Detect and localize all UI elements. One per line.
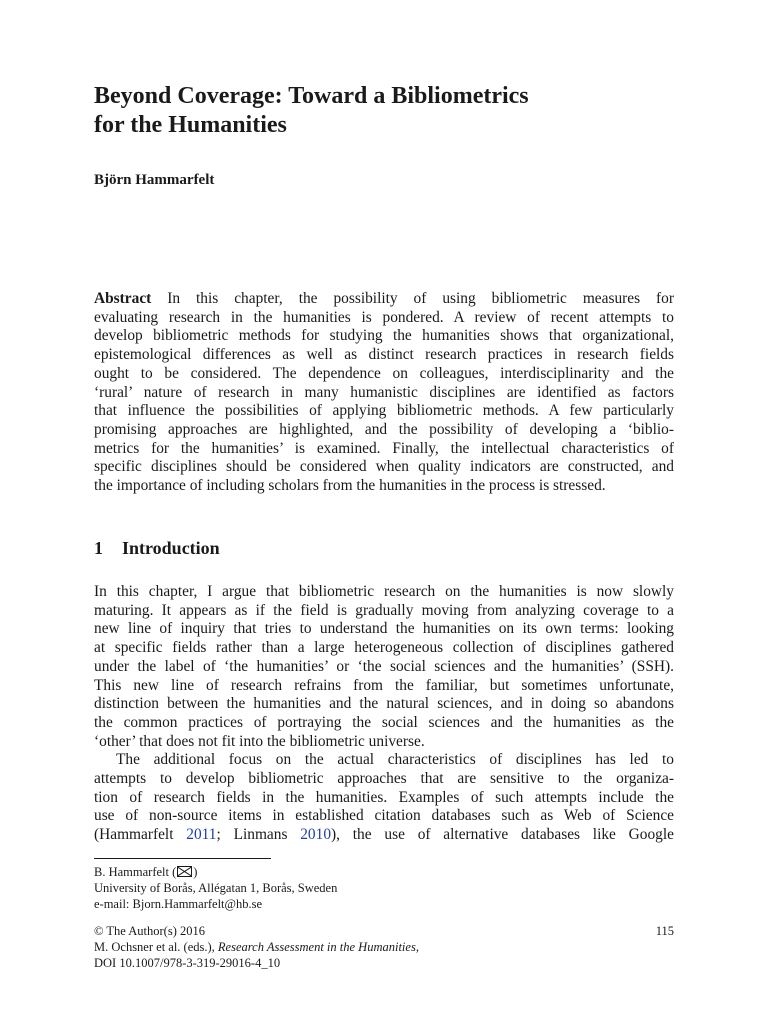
- book-citation: M. Ochsner et al. (eds.), Research Assessment in the Humanities,: [94, 940, 419, 954]
- abstract-line: promising approaches are highlighted, and the possibility of developing a ‘biblio-: [94, 420, 674, 438]
- section-number: 1: [94, 538, 103, 558]
- body-line: at specific fields rather than a large heterogeneous collection of disciplines gathered: [94, 639, 674, 657]
- section-title: Introduction: [122, 538, 220, 558]
- footnote-author: B. Hammarfelt ( ): [94, 865, 198, 879]
- abstract-line: specific disciplines should be considered when quality indicators are constructed, and: [94, 458, 674, 476]
- page-number: 115: [655, 924, 674, 938]
- abstract-line: that influence the possibilities of applying bibliometric methods. A few particularly: [94, 402, 674, 420]
- introduction-body: [94, 583, 674, 845]
- copyright-line: © The Author(s) 2016: [94, 924, 205, 938]
- author-name: Björn Hammarfelt: [94, 172, 215, 188]
- abstract-line: Abstract In this chapter, the possibility of using bibliometric measures for: [94, 290, 674, 307]
- abstract-line: ought to be considered. The dependence on colleagues, interdisciplinarity and the: [94, 364, 674, 382]
- body-line: under the label of ‘the humanities’ or ‘the social sciences and the humanities’ (SSH).: [94, 657, 674, 675]
- abstract: [94, 290, 674, 496]
- body-line: distinction between the humanities and the natural sciences, and in doing so abandons: [94, 695, 674, 713]
- abstract-label: Abstract: [94, 290, 152, 307]
- body-line: new line of inquiry that tries to understand the humanities on its own terms: looking: [94, 620, 674, 638]
- body-line: the common practices of portraying the social sciences and the humanities as the: [94, 713, 674, 731]
- body-line: use of non-source items in established citation databases such as Web of Science: [94, 807, 674, 825]
- citation-link-hammarfelt-2011[interactable]: 2011: [186, 826, 217, 844]
- chapter-title-line-1: Beyond Coverage: Toward a Bibliometrics: [94, 83, 529, 109]
- abstract-line: develop bibliometric methods for studying the humanities shows that organizational,: [94, 327, 674, 345]
- abstract-line: the importance of including scholars from the humanities in the process is stressed.: [94, 477, 606, 495]
- body-line: The additional focus on the actual characteristics of disciplines has led to: [116, 751, 674, 769]
- footnote-affiliation: University of Borås, Allégatan 1, Borås, Sweden: [94, 881, 338, 895]
- abstract-line: ‘rural’ nature of research in many humanistic disciplines are identified as factors: [94, 383, 674, 401]
- envelope-icon: [177, 866, 192, 877]
- body-line: In this chapter, I argue that bibliometric research on the humanities is now slowly: [94, 583, 674, 600]
- body-line: tion of research fields in the humanities. Examples of such attempts include the: [94, 788, 674, 806]
- body-line: This new line of research refrains from the familiar, but sometimes unfortunate,: [94, 676, 674, 694]
- abstract-line: evaluating research in the humanities is pondered. A review of recent attempts to: [94, 308, 674, 326]
- chapter-title-line-2: for the Humanities: [94, 112, 287, 138]
- doi-line[interactable]: DOI 10.1007/978-3-319-29016-4_10: [94, 956, 281, 970]
- body-line: attempts to develop bibliometric approaches that are sensitive to the organiza-: [94, 770, 674, 788]
- section-heading: [94, 538, 220, 559]
- book-title: Research Assessment in the Humanities: [217, 940, 416, 954]
- body-line: maturing. It appears as if the field is gradually moving from analyzing coverage to a: [94, 601, 674, 619]
- abstract-line: metrics for the humanities’ is examined. Finally, the intellectual characteristics of: [94, 439, 674, 457]
- footnote-email[interactable]: e-mail: Bjorn.Hammarfelt@hb.se: [94, 897, 263, 911]
- abstract-line: epistemological differences as well as distinct research practices in research fields: [94, 346, 674, 364]
- body-line: (Hammarfelt 2011; Linmans 2010), the use of alternative databases like Google: [94, 826, 674, 844]
- body-line: ‘other’ that does not fit into the bibliometric universe.: [94, 732, 425, 750]
- citation-link-linmans-2010[interactable]: 2010: [300, 826, 332, 844]
- footnote-divider: [94, 858, 271, 859]
- chapter-title: [94, 82, 674, 140]
